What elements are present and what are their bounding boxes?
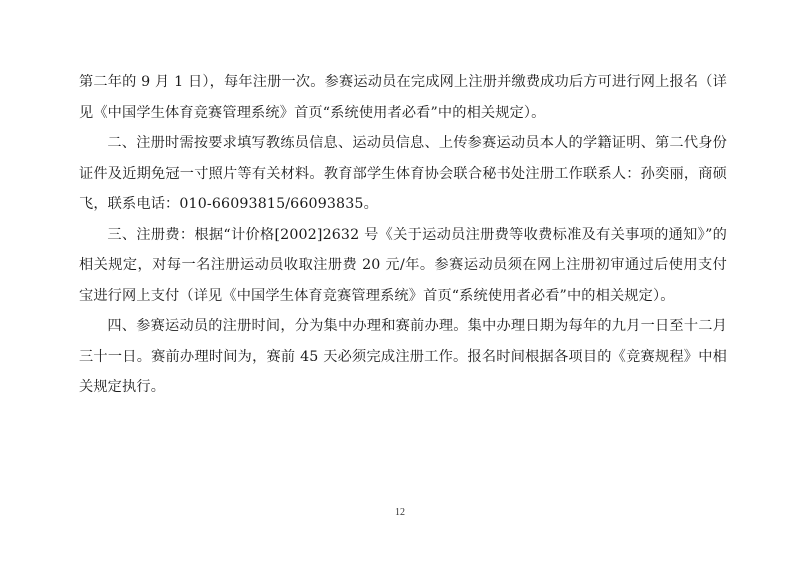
page-number: 12: [395, 507, 405, 518]
document-body: [79, 67, 727, 403]
paragraph-registration-time: 四、参赛运动员的注册时间，分为集中办理和赛前办理。集中办理日期为每年的九月一日至十二月三十一日。赛前办理时间为，赛前 45 天必须完成注册工作。报名时间根据各项目的《竞赛规程》中相关规定执行。: [79, 318, 727, 395]
paragraph-registration-materials: 二、注册时需按要求填写教练员信息、运动员信息、上传参赛运动员本人的学籍证明、第二代身份证件及近期免冠一寸照片等有关材料。教育部学生体育协会联合秘书处注册工作联系人：孙奕丽，商硕飞，联系电话：010-66093815/66093835。: [79, 135, 727, 212]
paragraph-registration-fee: 三、注册费：根据“计价格[2002]2632 号《关于运动员注册费等收费标准及有关事项的通知》”的相关规定，对每一名注册运动员收取注册费 20 元/年。参赛运动员须在网上注册初审通过后使用支付宝进行网上支付（详见《中国学生体育竞赛管理系统》首页“系统使用者必看”中的相关规定）。: [79, 226, 727, 304]
paragraph-continuation: 第二年的 9 月 1 日），每年注册一次。参赛运动员在完成网上注册并缴费成功后方可进行网上报名（详见《中国学生体育竞赛管理系统》首页“系统使用者必看”中的相关规定）。: [79, 74, 727, 121]
